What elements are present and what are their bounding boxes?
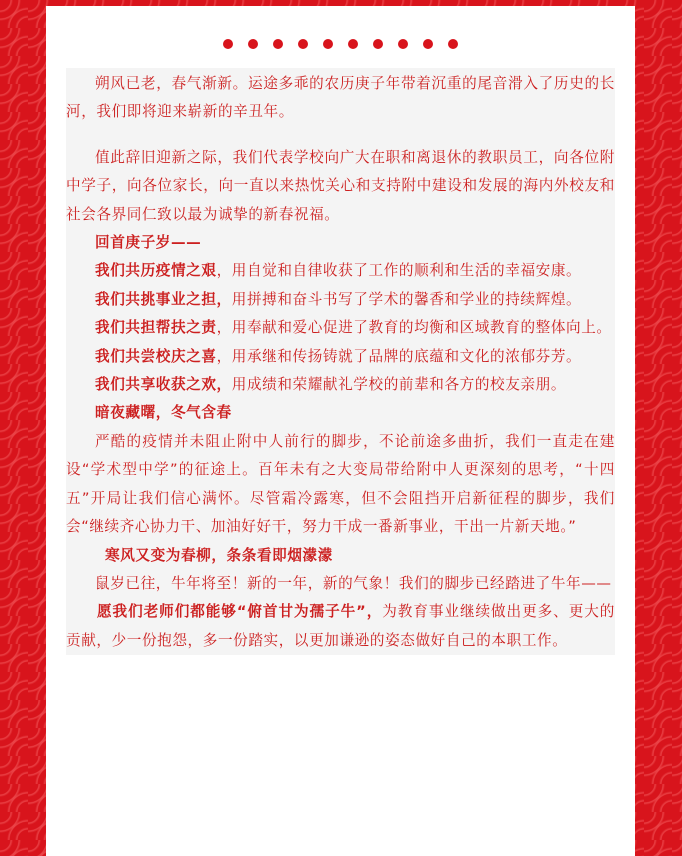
review-item-2-bold: 我们共挑事业之担， <box>95 290 232 308</box>
article-body <box>66 68 615 655</box>
review-item-5-text: 用成绩和荣耀献礼学校的前辈和各方的校友亲朋。 <box>231 376 567 394</box>
dot-ornament <box>423 39 433 49</box>
review-item-4-text: ，用承继和传扬铸就了品牌的底蕴和文化的浓郁芬芳。 <box>216 347 582 365</box>
heading-spring-text: 寒风又变为春柳，条条看即烟濛濛 <box>105 546 333 564</box>
paragraph-greeting: 值此辞旧迎新之际，我们代表学校向广大在职和离退休的教职员工，向各位附中学子，向各位家长，向一直以来热忱关心和支持附中建设和发展的海内外校友和社会各界同仁致以最为诚挚的新春祝福。 <box>66 148 615 223</box>
paragraph-intro: 朔风已老，春气渐新。运途多乖的农历庚子年带着沉重的尾音滑入了历史的长河，我们即将迎来崭新的辛丑年。 <box>66 75 615 121</box>
review-item-5 <box>66 371 615 399</box>
dot-ornament <box>223 39 233 49</box>
article-card <box>46 6 635 856</box>
review-item-3-text: ，用奉献和爱心促进了教育的均衡和区域教育的整体向上。 <box>216 319 612 337</box>
dot-ornament <box>398 39 408 49</box>
heading-dawn <box>66 399 615 427</box>
review-item-2 <box>66 286 615 314</box>
heading-spring <box>66 542 615 570</box>
review-item-1 <box>66 257 615 285</box>
review-item-3 <box>66 314 615 342</box>
heading-review <box>66 229 615 257</box>
heading-review-text: 回首庚子岁—— <box>95 234 202 252</box>
paragraph-new-year: 鼠岁已往，牛年将至！新的一年，新的气象！我们的脚步已经踏进了牛年—— <box>95 574 612 592</box>
review-item-5-bold: 我们共享收获之欢， <box>95 376 232 394</box>
dot-ornament <box>373 39 383 49</box>
dot-ornament <box>348 39 358 49</box>
review-item-2-text: 用拼搏和奋斗书写了学术的馨香和学业的持续辉煌。 <box>231 290 582 308</box>
dot-ornament <box>298 39 308 49</box>
review-item-1-text: ，用自觉和自律收获了工作的顺利和生活的幸福安康。 <box>216 262 582 280</box>
dot-divider <box>46 39 635 49</box>
wish-teachers-bold: 愿我们老师们都能够“俯首甘为孺子牛”， <box>97 603 383 621</box>
heading-dawn-text: 暗夜藏曙，冬气含春 <box>95 404 232 422</box>
wish-teachers <box>66 598 615 655</box>
paragraph-epidemic: 严酷的疫情并未阻止附中人前行的脚步，不论前途多曲折，我们一直走在建设“学术型中学”的征途上。百年未有之大变局带给附中人更深刻的思考，“十四五”开局让我们信心满怀。尽管霜冷露寒，但不会阻挡开启新征程的脚步，我们会“继续齐心协力干、加油好好干，努力干成一番新事业，干出一片新天地。” <box>66 432 615 536</box>
review-item-4-bold: 我们共尝校庆之喜 <box>95 347 217 365</box>
dot-ornament <box>248 39 258 49</box>
review-item-3-bold: 我们共担帮扶之责 <box>95 319 217 337</box>
wish-teachers-text: 为教育事业继续做出更多、更大的贡献，少一份抱怨，多一份踏实，以更加谦逊的姿态做好自己的本职工作。 <box>66 603 615 649</box>
review-item-1-bold: 我们共历疫情之艰 <box>95 262 217 280</box>
dot-ornament <box>448 39 458 49</box>
dot-ornament <box>323 39 333 49</box>
review-item-4 <box>66 343 615 371</box>
dot-ornament <box>273 39 283 49</box>
